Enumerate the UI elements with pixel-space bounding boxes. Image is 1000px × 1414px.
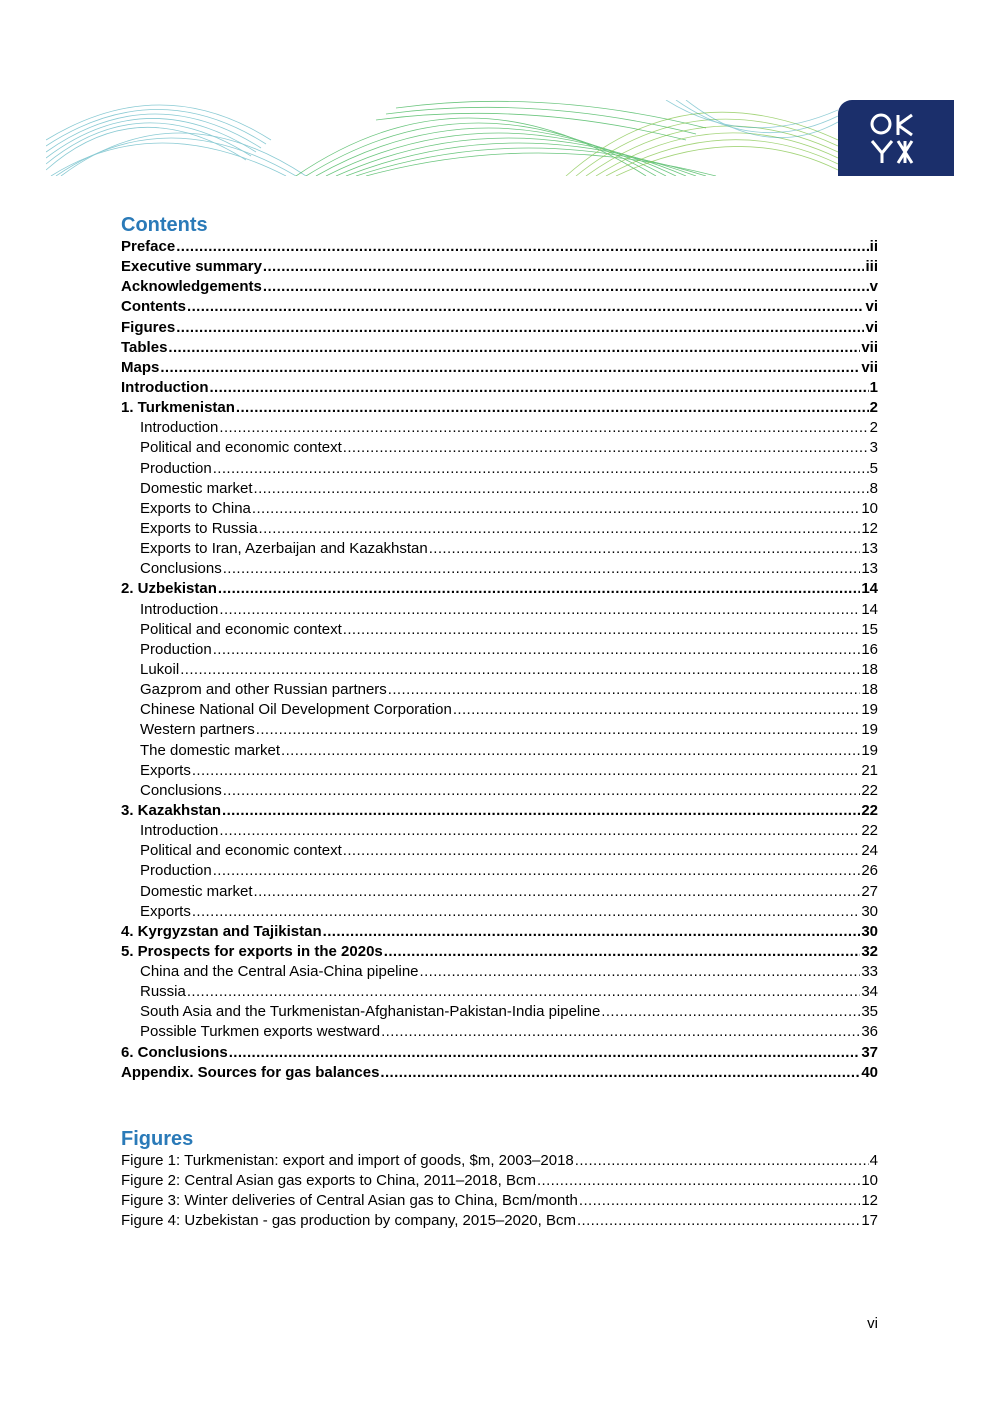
- toc-subentry[interactable]: Political and economic context ..... 24: [121, 841, 878, 861]
- toc-entry[interactable]: Preface ..... ii: [121, 237, 878, 257]
- toc-subentry[interactable]: Introduction ..... 2: [121, 418, 878, 438]
- toc-subentry[interactable]: Production ..... 5: [121, 459, 878, 479]
- page-number: vi: [867, 1315, 878, 1332]
- oies-logo: [838, 100, 954, 176]
- toc-subentry[interactable]: Russia ..... 34: [121, 982, 878, 1002]
- toc-subentry[interactable]: China and the Central Asia-China pipeline ..... 33: [121, 962, 878, 982]
- contents-heading: Contents: [121, 214, 208, 236]
- toc-entry[interactable]: 1. Turkmenistan ..... 2: [121, 398, 878, 418]
- toc-subentry[interactable]: Conclusions ..... 22: [121, 781, 878, 801]
- toc-entry[interactable]: Appendix. Sources for gas balances ..... 40: [121, 1063, 878, 1083]
- toc-subentry[interactable]: Chinese National Oil Development Corporation ..... 19: [121, 700, 878, 720]
- toc-entry[interactable]: Acknowledgements ..... v: [121, 277, 878, 297]
- toc-entry[interactable]: 5. Prospects for exports in the 2020s ..... 32: [121, 942, 878, 962]
- toc-subentry[interactable]: Possible Turkmen exports westward ..... 36: [121, 1022, 878, 1042]
- figure-entry[interactable]: Figure 4: Uzbekistan - gas production by company, 2015–2020, Bcm ..... 17: [121, 1211, 878, 1231]
- toc-subentry[interactable]: Exports ..... 21: [121, 761, 878, 781]
- figures-heading: Figures: [121, 1128, 194, 1150]
- figure-entry[interactable]: Figure 1: Turkmenistan: export and import of goods, $m, 2003–2018 ..... 4: [121, 1151, 878, 1171]
- toc-entry[interactable]: 3. Kazakhstan ..... 22: [121, 801, 878, 821]
- toc-entry[interactable]: Contents ..... vi: [121, 297, 878, 317]
- toc-entry[interactable]: 2. Uzbekistan ..... 14: [121, 579, 878, 599]
- toc-subentry[interactable]: Exports to China ..... 10: [121, 499, 878, 519]
- toc-subentry[interactable]: Exports ..... 30: [121, 902, 878, 922]
- toc-subentry[interactable]: Conclusions ..... 13: [121, 559, 878, 579]
- toc-subentry[interactable]: Domestic market ..... 8: [121, 479, 878, 499]
- toc-entry[interactable]: 4. Kyrgyzstan and Tajikistan ..... 30: [121, 922, 878, 942]
- toc-subentry[interactable]: Introduction ..... 14: [121, 600, 878, 620]
- toc-subentry[interactable]: Domestic market ..... 27: [121, 882, 878, 902]
- toc-subentry[interactable]: Political and economic context ..... 15: [121, 620, 878, 640]
- toc-subentry[interactable]: Production ..... 16: [121, 640, 878, 660]
- toc-subentry[interactable]: Lukoil ..... 18: [121, 660, 878, 680]
- toc-entry[interactable]: 6. Conclusions ..... 37: [121, 1043, 878, 1063]
- toc-subentry[interactable]: Political and economic context ..... 3: [121, 438, 878, 458]
- toc-subentry[interactable]: Western partners ..... 19: [121, 720, 878, 740]
- toc-subentry[interactable]: Exports to Russia ..... 12: [121, 519, 878, 539]
- toc-entry[interactable]: Figures ..... vi: [121, 318, 878, 338]
- toc-subentry[interactable]: Exports to Iran, Azerbaijan and Kazakhstan ..... 13: [121, 539, 878, 559]
- wave-pattern-graphic: [46, 100, 954, 176]
- toc-entry[interactable]: Tables ..... vii: [121, 338, 878, 358]
- header-banner: [46, 100, 954, 176]
- figure-entry[interactable]: Figure 3: Winter deliveries of Central Asian gas to China, Bcm/month ..... 12: [121, 1191, 878, 1211]
- toc-entry[interactable]: Maps ..... vii: [121, 358, 878, 378]
- toc-subentry[interactable]: Gazprom and other Russian partners ..... 18: [121, 680, 878, 700]
- oies-logo-icon: [868, 111, 924, 165]
- figures-list: [121, 1151, 878, 1232]
- toc-entry[interactable]: Executive summary ..... iii: [121, 257, 878, 277]
- toc-subentry[interactable]: Production ..... 26: [121, 861, 878, 881]
- toc-entry[interactable]: Introduction ..... 1: [121, 378, 878, 398]
- toc-subentry[interactable]: Introduction ..... 22: [121, 821, 878, 841]
- contents-list: [121, 237, 878, 1083]
- figure-entry[interactable]: Figure 2: Central Asian gas exports to China, 2011–2018, Bcm ..... 10: [121, 1171, 878, 1191]
- toc-subentry[interactable]: South Asia and the Turkmenistan-Afghanistan-Pakistan-India pipeline ..... 35: [121, 1002, 878, 1022]
- toc-subentry[interactable]: The domestic market ..... 19: [121, 741, 878, 761]
